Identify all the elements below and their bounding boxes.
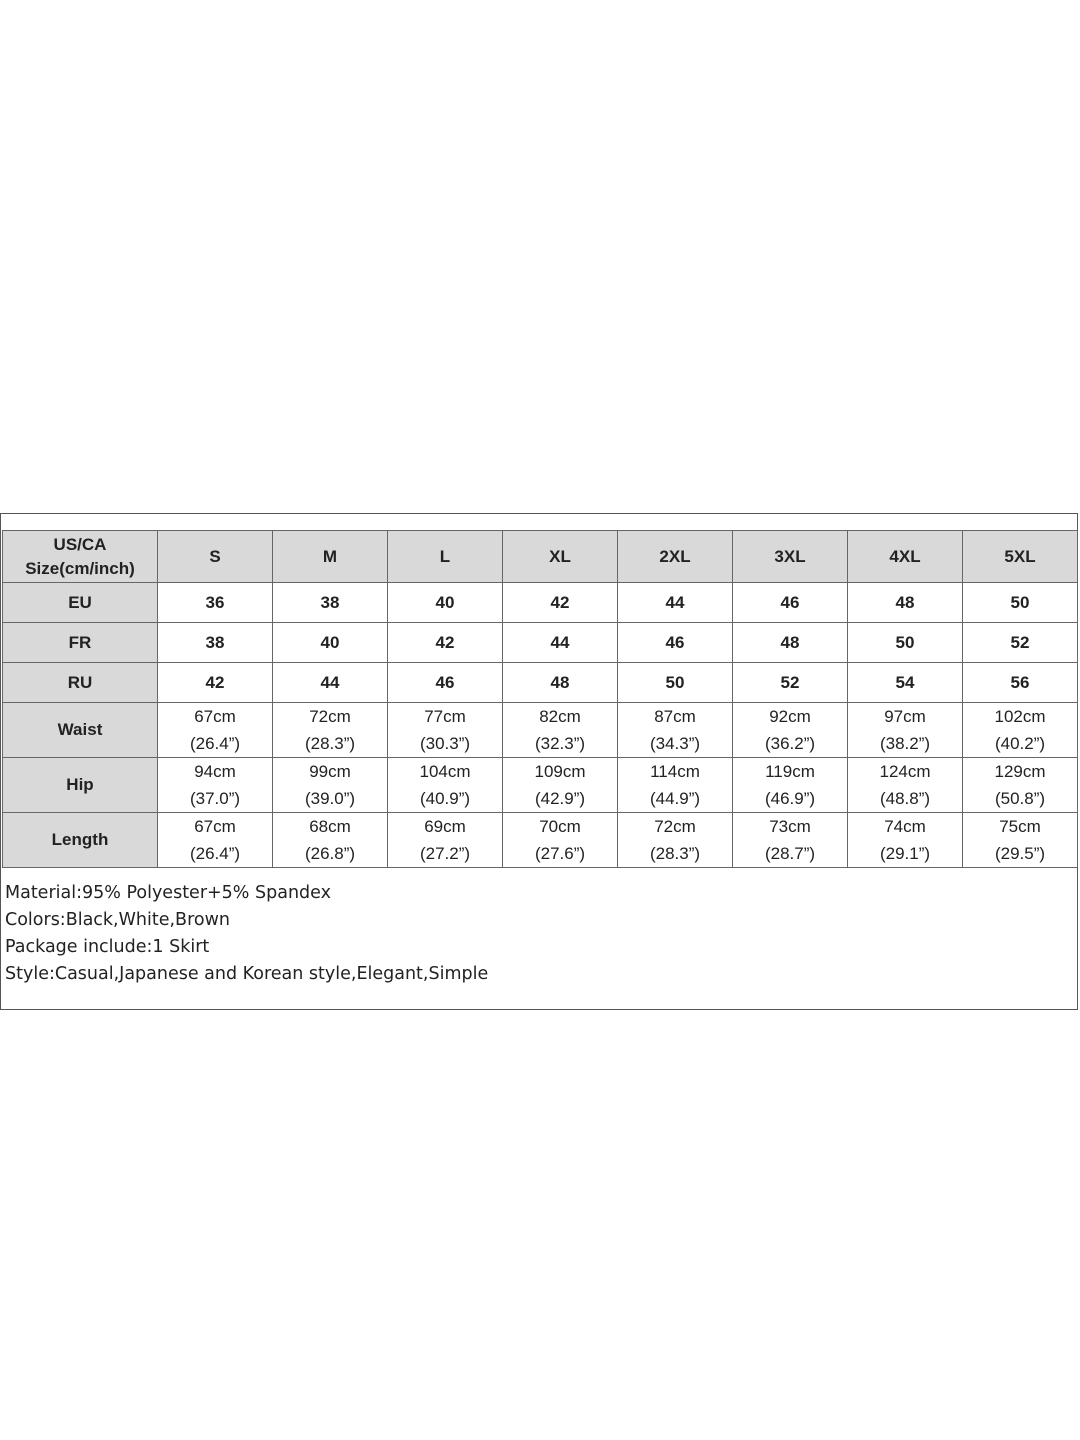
row-label-cell: RU [3, 663, 158, 703]
size-value-cell: 48 [733, 623, 848, 663]
measurement-cell [848, 813, 963, 868]
measurement-cell [388, 813, 503, 868]
corner-header-cell [3, 531, 158, 583]
row-label-cell: Length [3, 813, 158, 868]
measurement-cell [848, 703, 963, 758]
measurement-cm: 77cm [424, 707, 466, 726]
measurement-inch: (34.3”) [649, 734, 701, 753]
measurement-cm: 114cm [650, 762, 700, 781]
measurement-cell [503, 758, 618, 813]
measurement-cell [733, 813, 848, 868]
measurement-inch: (26.4”) [189, 844, 241, 863]
size-header-cell: XL [503, 531, 618, 583]
measurement-cm: 94cm [194, 762, 236, 781]
size-value-cell: 44 [273, 663, 388, 703]
measurement-cell [158, 758, 273, 813]
size-header-row [3, 531, 1078, 583]
size-value-cell: 54 [848, 663, 963, 703]
measurement-inch: (37.0”) [189, 789, 241, 808]
size-value-cell: 46 [388, 663, 503, 703]
measurement-cell [388, 703, 503, 758]
measurement-cm: 74cm [884, 817, 926, 836]
package-info: Package include:1 Skirt [5, 937, 210, 957]
size-value-cell: 42 [388, 623, 503, 663]
measurement-cell [848, 758, 963, 813]
size-value-cell: 48 [503, 663, 618, 703]
size-value-cell: 42 [158, 663, 273, 703]
measurement-inch: (38.2”) [879, 734, 931, 753]
measurement-cm: 82cm [539, 707, 581, 726]
size-value-cell: 40 [273, 623, 388, 663]
measurement-cm: 69cm [424, 817, 466, 836]
measurement-inch: (40.2”) [994, 734, 1046, 753]
row-label-cell: Waist [3, 703, 158, 758]
product-info [5, 880, 488, 988]
size-value-cell: 48 [848, 583, 963, 623]
measurement-cell [158, 813, 273, 868]
size-value-cell: 46 [618, 623, 733, 663]
row-label-cell: Hip [3, 758, 158, 813]
measurement-inch: (46.9”) [764, 789, 816, 808]
measurement-cm: 102cm [994, 707, 1046, 726]
measurement-cell [963, 758, 1078, 813]
size-header-cell: M [273, 531, 388, 583]
measurement-inch: (26.8”) [304, 844, 356, 863]
measurement-cm: 75cm [999, 817, 1041, 836]
measurement-cm: 129cm [994, 762, 1046, 781]
size-value-cell: 56 [963, 663, 1078, 703]
measurement-inch: (27.6”) [534, 844, 586, 863]
size-value-cell: 42 [503, 583, 618, 623]
conversion-row-fr [3, 623, 1078, 663]
measurement-inch: (29.1”) [879, 844, 931, 863]
measurement-cm: 72cm [309, 707, 351, 726]
measurement-cell [273, 758, 388, 813]
measurement-inch: (27.2”) [419, 844, 471, 863]
measurement-cell [618, 813, 733, 868]
measurement-cm: 92cm [769, 707, 811, 726]
measurement-cell [733, 703, 848, 758]
row-label-cell: FR [3, 623, 158, 663]
measurement-inch: (26.4”) [189, 734, 241, 753]
size-header-cell: 3XL [733, 531, 848, 583]
measurement-inch: (28.7”) [764, 844, 816, 863]
measurement-cell [963, 703, 1078, 758]
size-value-cell: 36 [158, 583, 273, 623]
size-value-cell: 50 [963, 583, 1078, 623]
measurement-cell [503, 813, 618, 868]
conversion-row-ru [3, 663, 1078, 703]
measurement-inch: (44.9”) [649, 789, 701, 808]
colors-info: Colors:Black,White,Brown [5, 910, 230, 930]
size-chart-body [3, 531, 1078, 868]
measurement-cell [618, 758, 733, 813]
measurement-inch: (50.8”) [994, 789, 1046, 808]
row-label-cell: EU [3, 583, 158, 623]
measurement-inch: (32.3”) [534, 734, 586, 753]
measurement-cm: 87cm [654, 707, 696, 726]
size-value-cell: 50 [848, 623, 963, 663]
size-chart-table [2, 530, 1078, 868]
measurement-cm: 99cm [309, 762, 351, 781]
measurement-inch: (48.8”) [879, 789, 931, 808]
size-header-cell: 4XL [848, 531, 963, 583]
size-value-cell: 46 [733, 583, 848, 623]
size-value-cell: 44 [503, 623, 618, 663]
measurement-inch: (29.5”) [994, 844, 1046, 863]
size-value-cell: 40 [388, 583, 503, 623]
measurement-cm: 73cm [769, 817, 811, 836]
measurement-cell [618, 703, 733, 758]
size-value-cell: 52 [963, 623, 1078, 663]
measurement-cell [388, 758, 503, 813]
size-header-cell: L [388, 531, 503, 583]
measurement-cm: 124cm [879, 762, 931, 781]
measurement-cell [733, 758, 848, 813]
size-value-cell: 50 [618, 663, 733, 703]
measurement-row-length [3, 813, 1078, 868]
size-value-cell: 38 [273, 583, 388, 623]
measurement-cell [273, 813, 388, 868]
measurement-cm: 104cm [419, 762, 471, 781]
measurement-inch: (30.3”) [419, 734, 471, 753]
measurement-cm: 97cm [884, 707, 926, 726]
measurement-inch: (42.9”) [534, 789, 586, 808]
material-info: Material:95% Polyester+5% Spandex [5, 883, 331, 903]
size-header-cell: 5XL [963, 531, 1078, 583]
measurement-inch: (36.2”) [764, 734, 816, 753]
corner-header-line2: Size(cm/inch) [25, 558, 135, 578]
measurement-row-hip [3, 758, 1078, 813]
measurement-cm: 68cm [309, 817, 351, 836]
size-value-cell: 44 [618, 583, 733, 623]
size-header-cell: S [158, 531, 273, 583]
measurement-cell [158, 703, 273, 758]
measurement-inch: (28.3”) [649, 844, 701, 863]
measurement-cell [963, 813, 1078, 868]
style-info: Style:Casual,Japanese and Korean style,Elegant,Simple [5, 964, 489, 984]
measurement-row-waist [3, 703, 1078, 758]
measurement-cell [503, 703, 618, 758]
corner-header-line1: US/CA [53, 534, 107, 554]
conversion-row-eu [3, 583, 1078, 623]
measurement-cm: 67cm [194, 817, 236, 836]
size-header-cell: 2XL [618, 531, 733, 583]
size-value-cell: 52 [733, 663, 848, 703]
measurement-cm: 119cm [765, 762, 815, 781]
size-value-cell: 38 [158, 623, 273, 663]
measurement-cm: 109cm [534, 762, 586, 781]
measurement-cm: 70cm [539, 817, 581, 836]
measurement-cm: 67cm [194, 707, 236, 726]
measurement-inch: (28.3”) [304, 734, 356, 753]
size-chart-frame [0, 513, 1078, 1010]
measurement-inch: (39.0”) [304, 789, 356, 808]
measurement-inch: (40.9”) [419, 789, 471, 808]
measurement-cm: 72cm [654, 817, 696, 836]
measurement-cell [273, 703, 388, 758]
